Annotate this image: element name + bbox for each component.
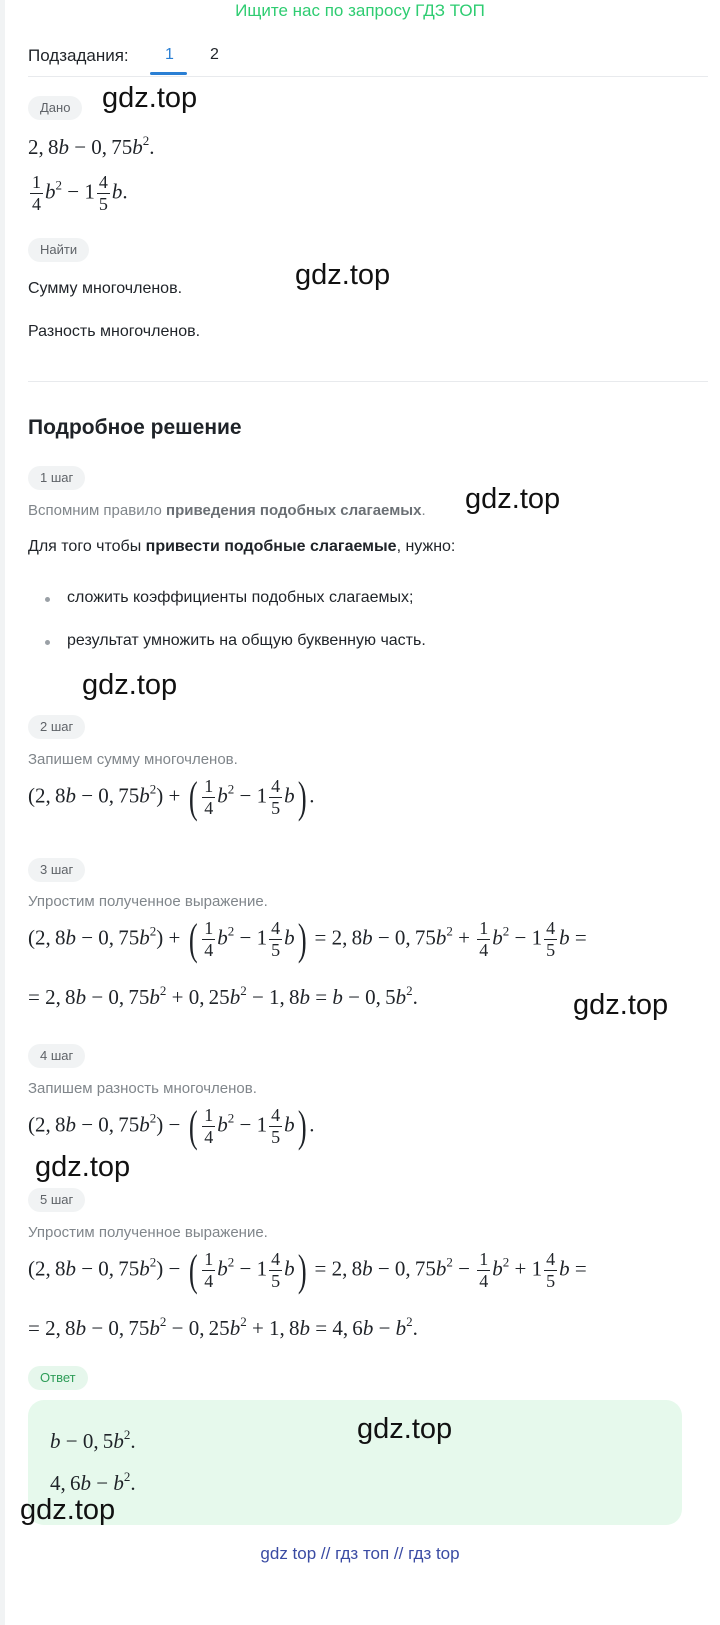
- search-banner: Ищите нас по запросу ГДЗ ТОП: [235, 1, 485, 20]
- watermark: gdz.top: [35, 1151, 131, 1183]
- step-3-note: Упростим полученное выражение.: [28, 893, 268, 910]
- rule-item-2: результат умножить на общую буквенную часть.: [67, 632, 426, 649]
- step-3-expression-line-2: = 2, 8b − 0, $75b^2 + 0$, $25b^2 - 1$, 8b = b − 0, $5b^2$.: [28, 983, 418, 1009]
- step-1-chip: 1 шаг: [28, 466, 85, 490]
- step-5-note: Упростим полученное выражение.: [28, 1224, 268, 1241]
- step-1-note: Вспомним правило приведения подобных слагаемых.: [28, 502, 426, 519]
- bullet-dot: [45, 640, 50, 645]
- step-3-expression-line-1: (2, 8b − 0, $75b^2$) + ( $\frac{1}{4}$ $b^2 - 1$ $\frac{4}{5}$ b) = 2, 8b − 0, $75b^2$ + $\frac{1}{4}$ $b^2 - 1$ $\frac{4}{5}$ b =: [28, 914, 587, 964]
- given-polynomial-1: 2, 8b − 0, $75b^2$.: [28, 133, 155, 159]
- bullet-dot: [45, 597, 50, 602]
- rule-item-1: сложить коэффициенты подобных слагаемых;: [67, 589, 414, 606]
- answer-box: [28, 1400, 682, 1525]
- footer-links[interactable]: gdz top // гдз топ // гдз top: [260, 1544, 460, 1563]
- find-chip: Найти: [28, 238, 89, 262]
- solution-title: Подробное решение: [28, 416, 242, 439]
- given-polynomial-2: $\frac{1}{4}$ $b^2 - 1$ $\frac{4}{5}$ b.: [32, 172, 128, 214]
- find-item-difference: Разность многочленов.: [28, 323, 201, 340]
- step-2-chip: 2 шаг: [28, 715, 85, 739]
- watermark: gdz.top: [295, 259, 391, 291]
- tab-1[interactable]: 1: [165, 46, 174, 63]
- answer-difference: 4, $6b - b^2$.: [50, 1469, 136, 1495]
- left-edge: [0, 0, 5, 1625]
- watermark: gdz.top: [102, 82, 198, 114]
- step-2-expression: (2, 8b − 0, $75b^2$) + ( $\frac{1}{4}$ $b^2 - 1$ $\frac{4}{5}$ b) .: [28, 772, 315, 822]
- step-5-expression-line-1: (2, 8b − 0, $75b^2$) − ( $\frac{1}{4}$ $b^2 - 1$ $\frac{4}{5}$ b) = 2, 8b − 0, $75b^2$ − $\frac{1}{4}$ $b^2 + 1$ $\frac{4}{5}$ b =: [28, 1245, 587, 1295]
- tab-2[interactable]: 2: [210, 46, 219, 63]
- section-divider: [28, 381, 708, 382]
- step-3-chip: 3 шаг: [28, 858, 85, 882]
- subtasks-tabs: [28, 38, 708, 77]
- watermark: gdz.top: [465, 483, 561, 515]
- step-5-chip: 5 шаг: [28, 1188, 85, 1212]
- given-chip: Дано: [28, 96, 82, 120]
- answer-sum: b − 0, $5b^2$.: [50, 1427, 136, 1453]
- answer-chip: Ответ: [28, 1366, 88, 1390]
- active-tab-indicator: [150, 72, 187, 75]
- subtasks-label: Подзадания:: [28, 46, 129, 65]
- step-4-chip: 4 шаг: [28, 1044, 85, 1068]
- step-4-note: Запишем разность многочленов.: [28, 1080, 257, 1097]
- step-4-expression: (2, 8b − 0, $75b^2$) − ( $\frac{1}{4}$ $b^2 - 1$ $\frac{4}{5}$ b) .: [28, 1101, 315, 1151]
- find-item-sum: Сумму многочленов.: [28, 280, 183, 297]
- step-1-text: Для того чтобы привести подобные слагаемые, нужно:: [28, 538, 456, 555]
- watermark: gdz.top: [20, 1494, 116, 1526]
- step-5-expression-line-2: = 2, 8b − 0, $75b^2 - 0$, $25b^2 + 1$, 8b = 4, $6b - b^2$.: [28, 1314, 418, 1340]
- step-2-note: Запишем сумму многочленов.: [28, 751, 238, 768]
- watermark: gdz.top: [82, 669, 178, 701]
- watermark: gdz.top: [573, 989, 669, 1021]
- watermark: gdz.top: [357, 1413, 453, 1445]
